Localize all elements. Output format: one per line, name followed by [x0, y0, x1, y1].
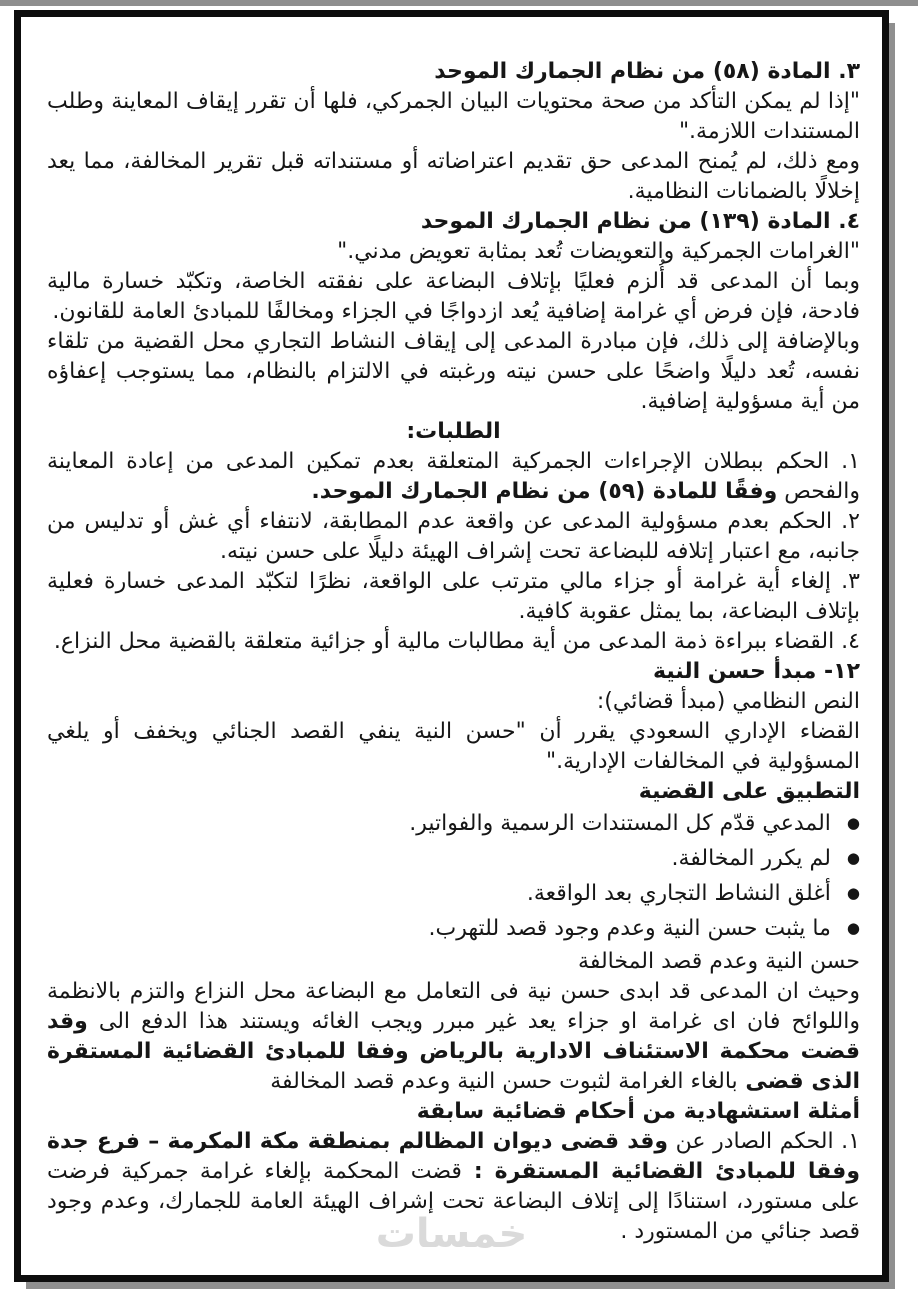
paragraph-principle-quote: القضاء الإداري السعودي يقرر أن "حسن النية ينفي القصد الجنائي ويخفف أو يلغي المسؤولية في المخالفات الإدارية." — [47, 719, 860, 774]
request-item-1 — [47, 447, 860, 507]
heading-examples: أمثلة استشهادية من أحكام قضائية سابقة — [416, 1099, 860, 1124]
bullet-item-no-repeat — [47, 842, 860, 877]
bullet-text: ما يثبت حسن النية وعدم وجود قصد للتهرب. — [428, 916, 831, 941]
line-good-faith: حسن النية وعدم قصد المخالفة — [578, 949, 860, 974]
defense-text-1: وحيث ان المدعى قد ابدى حسن نية فى التعامل مع البضاعة محل النزاع والتزم بالانظمة واللوائح فان اى غرامة او جزاء يعد غير مبرر ويجب الغائه ويستند هذا الدفع الى — [47, 979, 860, 1034]
request-item-3: ٣. إلغاء أية غرامة أو جزاء مالي مترتب على الواقعة، نظرًا لتكبّد المدعى خسارة فعلية بإتلاف البضاعة، بما يمثل عقوبة كافية. — [47, 569, 860, 624]
paragraph-objection: ومع ذلك، لم يُمنح المدعى حق تقديم اعتراضاته أو مستنداته قبل تقرير المخالفة، مما يعد إخلالًا بالضمانات النظامية. — [47, 149, 860, 204]
quote-article-139: "الغرامات الجمركية والتعويضات تُعد بمثابة تعويض مدني." — [337, 239, 860, 264]
example-1-text-1: ١. الحكم الصادر عن — [668, 1129, 861, 1154]
example-1-text-2: قضت المحكمة بإلغاء غرامة جمركية فرضت على مستورد، استنادًا إلى إتلاف البضاعة تحت إشراف الهيئة العامة للجمارك، وعدم وجود قصد جنائي من المستورد . — [47, 1159, 860, 1244]
heading-application: التطبيق على القضية — [638, 779, 860, 804]
paragraph-initiative: وبالإضافة إلى ذلك، فإن مبادرة المدعى إلى إيقاف النشاط التجاري محل القضية من تلقاء نفسه، تُعد دليلًا واضحًا على حسن نيته ورغبته في الالتزام بالنظام، مما يستوجب إعفاؤه من أية مسؤولية إضافية. — [47, 329, 860, 414]
bullet-text: لم يكرر المخالفة. — [671, 846, 831, 871]
defense-text-2: بالغاء الغرامة لثبوت حسن النية وعدم قصد المخالفة — [270, 1069, 738, 1094]
bullet-item-closed-business — [47, 877, 860, 912]
heading-article-58: ٣. المادة (٥٨) من نظام الجمارك الموحد — [434, 59, 860, 84]
bullet-text: المدعي قدّم كل المستندات الرسمية والفواتير. — [409, 811, 831, 836]
bullet-icon: ● — [846, 814, 860, 832]
bullet-item-good-faith-proof — [47, 912, 860, 947]
request-1-text: ١. الحكم ببطلان الإجراءات الجمركية المتعلقة بعدم تمكين المدعى من إعادة المعاينة والفحص — [47, 449, 860, 504]
bullet-item-documents — [47, 807, 860, 842]
request-1-bold: وفقًا للمادة (٥٩) من نظام الجمارك الموحد. — [311, 479, 778, 504]
quote-article-58: "إذا لم يمكن التأكد من صحة محتويات البيان الجمركي، فلها أن تقرر إيقاف المعاينة وطلب المستندات اللازمة." — [47, 89, 860, 144]
request-item-2: ٢. الحكم بعدم مسؤولية المدعى عن واقعة عدم المطابقة، لانتفاء أي غش أو تدليس من جانبه، مع اعتبار إتلافه للبضاعة تحت إشراف الهيئة دليلًا على حسن نيته. — [47, 509, 860, 564]
bullet-icon: ● — [846, 919, 860, 937]
page-border-frame — [14, 10, 889, 1282]
document-body — [47, 57, 861, 1244]
heading-article-139: ٤. المادة (١٣٩) من نظام الجمارك الموحد — [420, 209, 860, 234]
paragraph-loss: وبما أن المدعى قد أُلزم فعليًا بإتلاف البضاعة على نفقته الخاصة، وتكبّد خسارة مالية فادحة، فإن فرض أي غرامة إضافية يُعد ازدواجًا في الجزاء ومخالفًا للمبادئ العامة للقانون. — [47, 269, 860, 324]
bullet-text: أغلق النشاط التجاري بعد الواقعة. — [526, 881, 831, 906]
label-statutory-text: النص النظامي (مبدأ قضائي): — [596, 689, 860, 714]
khamsat-watermark: خمسات — [375, 1211, 528, 1257]
scan-edge-strip — [0, 0, 918, 6]
request-item-4: ٤. القضاء ببراءة ذمة المدعى من أية مطالبات مالية أو جزائية متعلقة بالقضية محل النزاع. — [53, 629, 860, 654]
defense-bold: وقد قضت محكمة الاستئناف الادارية بالرياض وفقا للمبادئ القضائية المستقرة الذى قضى — [47, 1009, 860, 1094]
requests-title: الطلبات: — [406, 419, 501, 444]
heading-good-faith-principle: ١٢- مبدأ حسن النية — [653, 659, 860, 684]
bullet-icon: ● — [846, 849, 860, 867]
example-1-bold: وقد قضى ديوان المظالم بمنطقة مكة المكرمة – فرع جدة وفقا للمبادئ القضائية المستقرة : — [47, 1129, 860, 1184]
bullet-icon: ● — [846, 884, 860, 902]
paragraph-defense — [47, 977, 860, 1097]
